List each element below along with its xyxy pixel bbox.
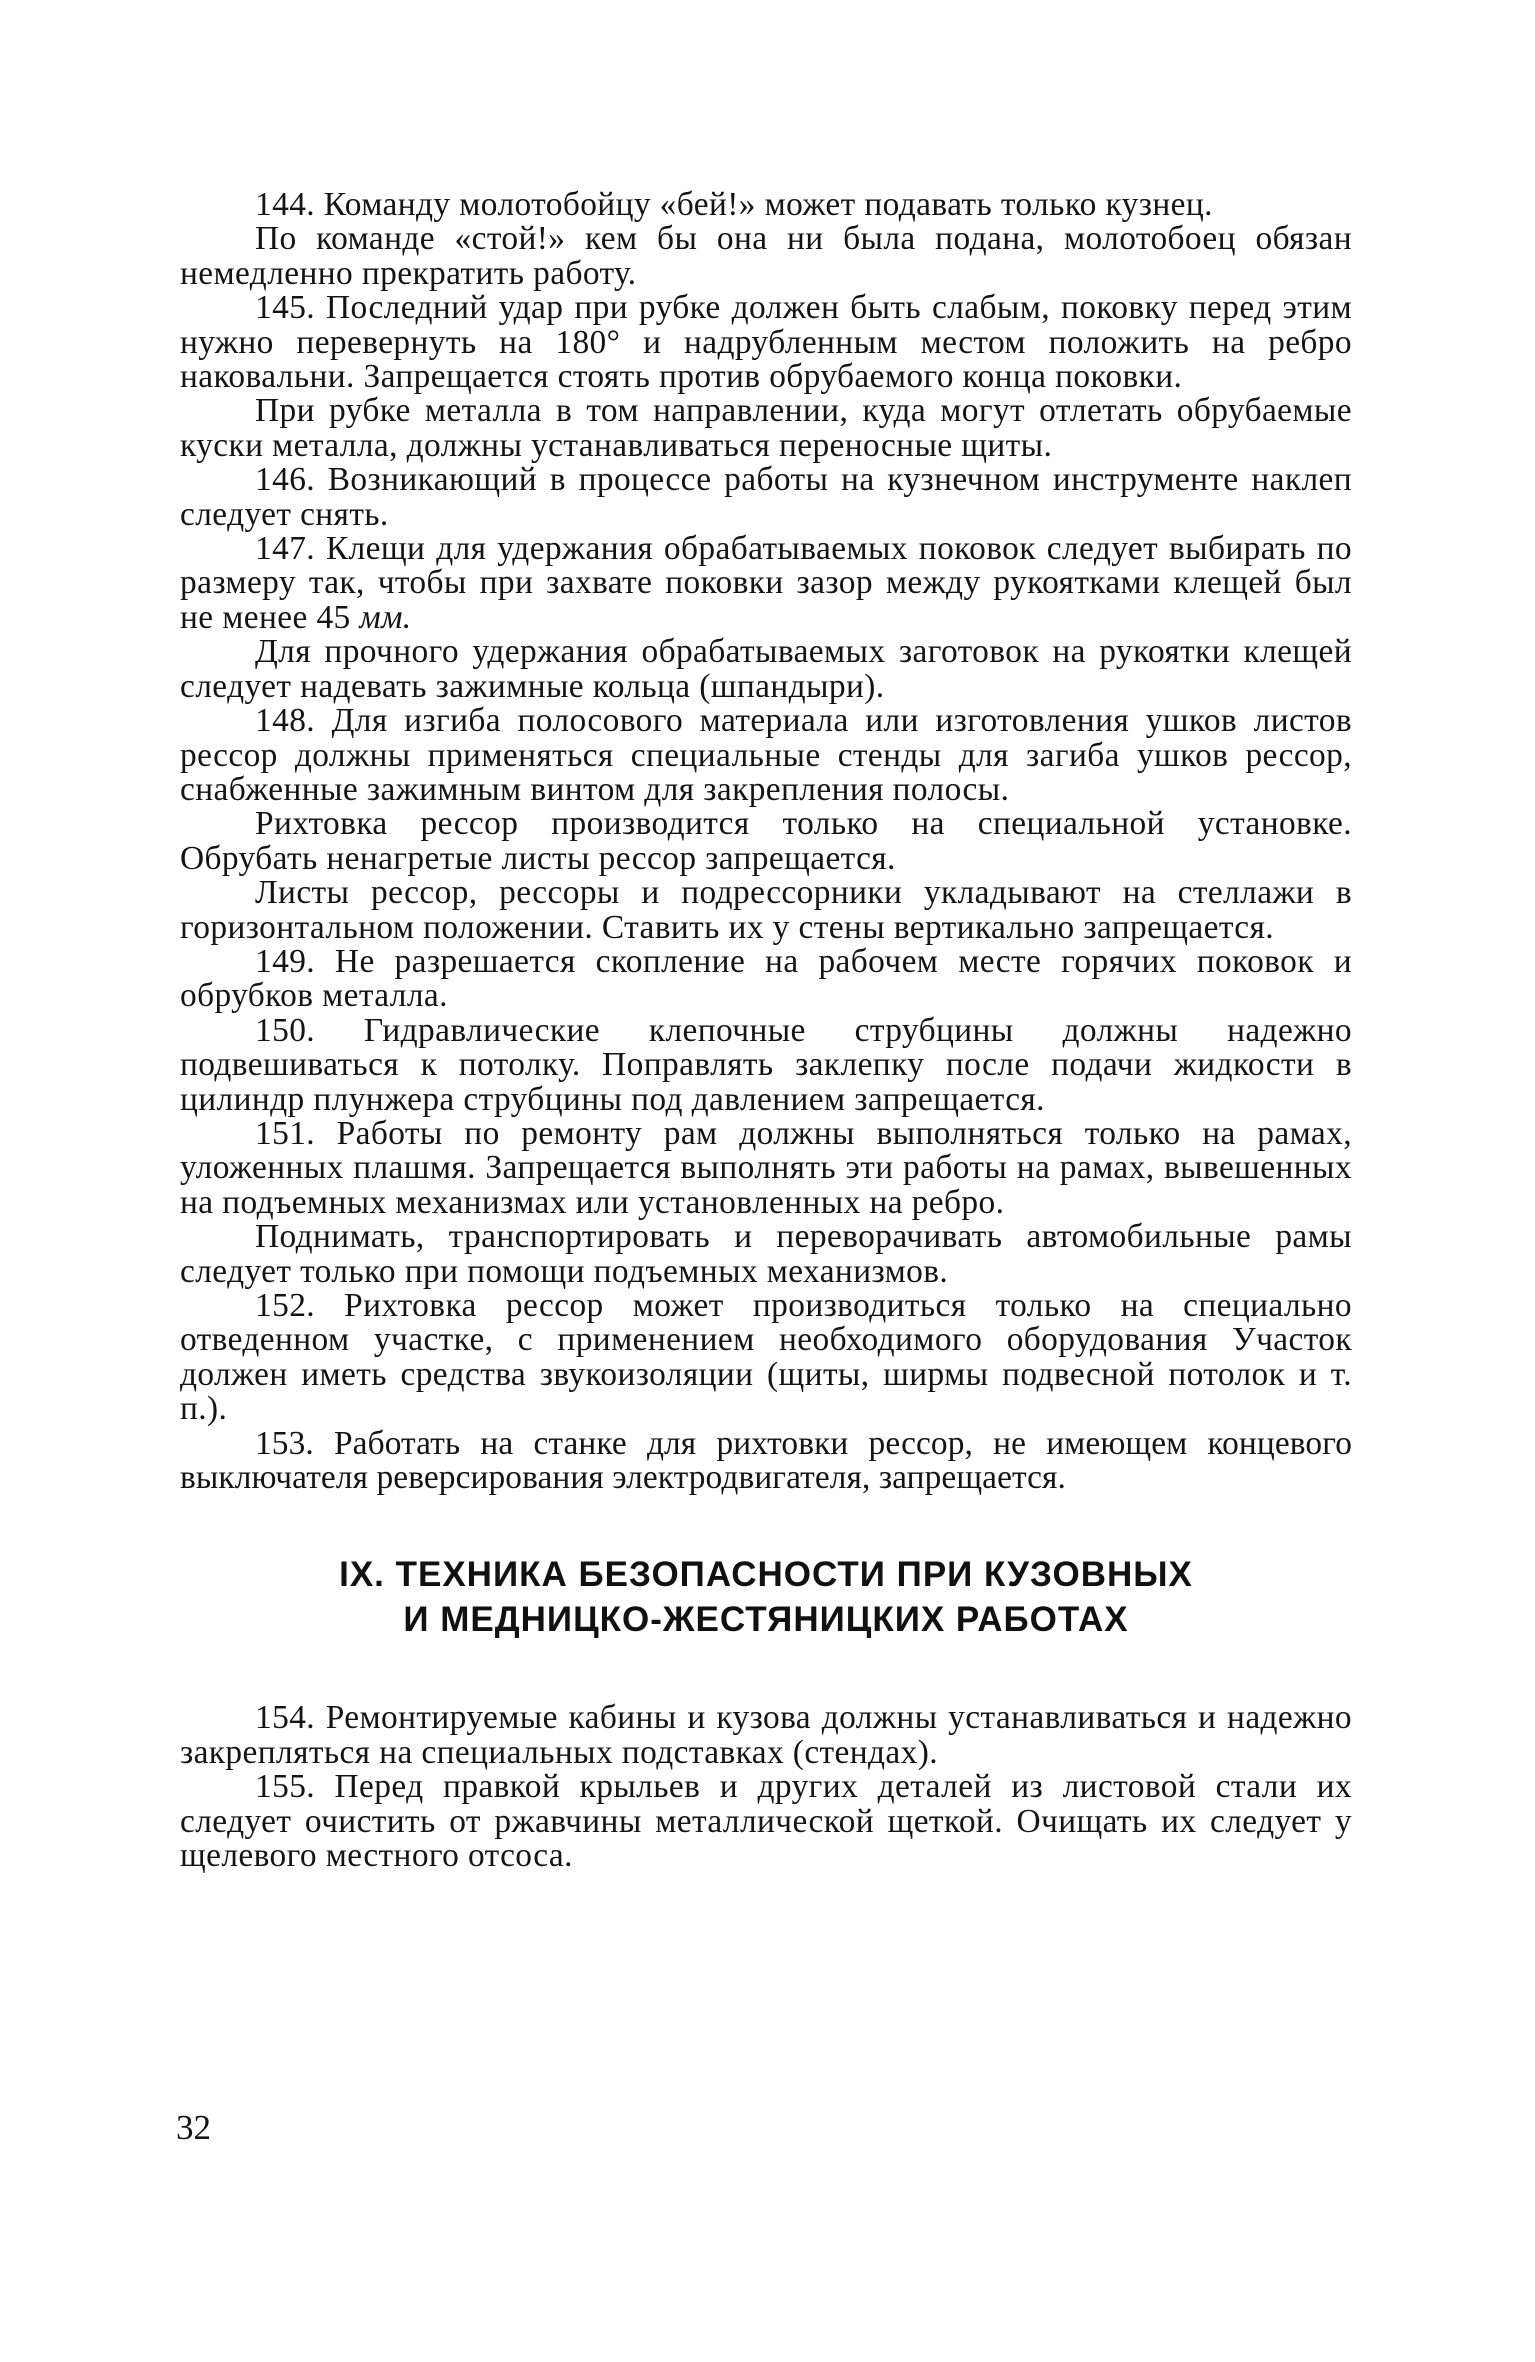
- paragraph-154: 154. Ремонтируемые кабины и кузова должны устанавливаться и надежно закрепляться на специальных подставках (стендах).: [180, 1699, 1352, 1771]
- paragraph-145: 145. Последний удар при рубке должен быть слабым, поковку перед этим нужно перевернуть на 180° и надрубленным местом положить на ребро наковальни. Запрещается стоять против обрубаемого конца поковки.: [180, 289, 1352, 396]
- paragraph-151-cont: Поднимать, транспортировать и переворачивать автомобильные рамы следует только при помощи подъемных механизмов.: [180, 1218, 1352, 1290]
- paragraph-148-cont-2: Листы рессор, рессоры и подрессорники укладывают на стеллажи в горизонтальном положении. Ставить их у стены вертикально запрещается.: [180, 874, 1352, 946]
- paragraph-149: 149. Не разрешается скопление на рабочем месте горячих поковок и обрубков металла.: [180, 942, 1352, 1015]
- paragraph-153: 153. Работать на станке для рихтовки рессор, не имеющем концевого выключателя реверсирования электродвигателя, запрещается.: [180, 1424, 1352, 1497]
- section-heading: [180, 1552, 1352, 1642]
- paragraph-144-cont: По команде «стой!» кем бы она ни была подана, молотобоец обязан немедленно прекратить работу.: [180, 220, 1352, 292]
- paragraph-147-text: 147. Клещи для удержания обрабатываемых поковок следует выбирать по размеру так, чтобы при захвате поковки зазор между рукоятками клещей был не менее 45: [180, 530, 1352, 636]
- page-number: 32: [176, 2108, 211, 2147]
- paragraph-147: [180, 532, 1352, 635]
- paragraph-145-cont: При рубке металла в том направлении, куда могут отлетать обрубаемые куски металла, должны устанавливаться переносные щиты.: [180, 392, 1352, 464]
- paragraph-144: 144. Команду молотобойцу «бей!» может подавать только кузнец.: [255, 186, 1213, 223]
- unit-mm: мм.: [359, 598, 412, 636]
- section-heading-line-1: IX. ТЕХНИКА БЕЗОПАСНОСТИ ПРИ КУЗОВНЫХ: [339, 1555, 1193, 1595]
- paragraph-148: 148. Для изгиба полосового материала или изготовления ушков листов рессор должны применяться специальные стенды для загиба ушков рессор, снабженные зажимным винтом для закрепления полосы.: [180, 702, 1352, 808]
- paragraph-148-cont-1: Рихтовка рессор производится только на специальной установке. Обрубать ненагретые листы рессор запрещается.: [180, 805, 1352, 877]
- paragraph-155: 155. Перед правкой крыльев и других деталей из листовой стали их следует очистить от ржавчины металлической щеткой. Очищать их следует у щелевого местного отсоса.: [180, 1768, 1352, 1875]
- page-body: [180, 188, 1352, 1873]
- paragraph-146: 146. Возникающий в процессе работы на кузнечном инструменте наклеп следует снять.: [180, 461, 1352, 533]
- paragraph-152: 152. Рихтовка рессор может производиться только на специально отведенном участке, с применением необходимого оборудования Участок должен иметь средства звукоизоляции (щиты, ширмы подвесной потолок и т. п.).: [180, 1287, 1352, 1428]
- paragraph-150: 150. Гидравлические клепочные струбцины должны надежно подвешиваться к потолку. Поправлять заклепку после подачи жидкости в цилиндр плунжера струбцины под давлением запрещается.: [180, 1011, 1352, 1118]
- paragraph-147-cont: Для прочного удержания обрабатываемых заготовок на рукоятки клещей следует надевать зажимные кольца (шпандыри).: [180, 633, 1352, 705]
- paragraph-151: 151. Работы по ремонту рам должны выполняться только на рамах, уложенных плашмя. Запрещается выполнять эти работы на рамах, вывешенных на подъемных механизмах или установленных на ребро.: [180, 1114, 1352, 1221]
- section-heading-line-2: И МЕДНИЦКО-ЖЕСТЯНИЦКИХ РАБОТАХ: [403, 1600, 1129, 1640]
